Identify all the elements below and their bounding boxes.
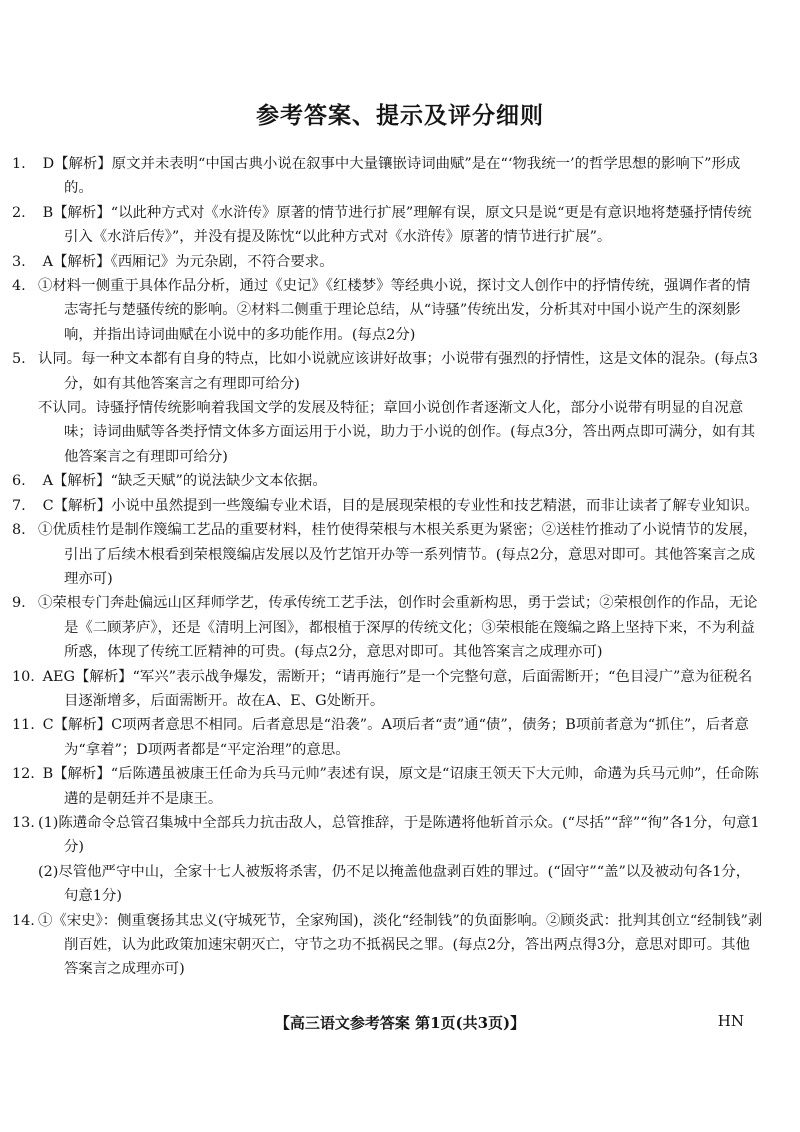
item-text: ①《宋史》：侧重褒扬其忠义(守城死节，全家殉国)，淡化“经制钱”的负面影响。②顾炎武：批判其创立“经制钱”剥削百姓，认为此政策加速宋朝灭亡，守节之功不抵祸民之罪。(每点2分，答出两点得3分，意思对即可。其他答案言之成理亦可)	[38, 912, 763, 978]
answer-item-7: 7. C【解析】小说中虽然提到一些篾编专业术语，目的是展现荣根的专业性和技艺精湛，而非让读者了解专业知识。	[12, 497, 759, 514]
answer-list	[12, 152, 764, 982]
item-text: ①荣根专门奔赴偏远山区拜师学艺，传承传统工艺手法，创作时会重新构思，勇于尝试；②荣根创作的作品，无论是《二顾茅庐》，还是《清明上河图》，都根植于深厚的传统文化；③荣根能在篾编之路上坚持下来，不为利益所惑，体现了传统工匠精神的可贵。(每点2分，意思对即可。其他答案言之成理亦可)	[38, 595, 758, 661]
answer-item-5: 5. 认同。每一种文本都有自身的特点，比如小说就应该讲好故事；小说带有强烈的抒情性，这是文体的混杂。(每点3分，如有其他答案言之有理即可给分)	[12, 351, 758, 392]
item-text: C【解析】C项两者意思不相同。后者意思是“沿袭”。A项后者“责”通“债”，债务；B项前者意为“抓住”，后者意为“拿着”；D项两者都是“平定治理”的意思。	[42, 717, 749, 758]
page-footer	[0, 1012, 800, 1038]
answer-item-10: 10. AEG【解析】“军兴”表示战争爆发，需断开；“请再施行”是一个完整句意，后面需断开；“色目浸广”意为征税名目逐渐增多，后面需断开。故在A、E、G处断开。	[12, 668, 753, 709]
item-text: A【解析】“缺乏天赋”的说法缺少文本依据。	[42, 473, 327, 490]
answer-item-11: 11. C【解析】C项两者意思不相同。后者意思是“沿袭”。A项后者“责”通“债”，债务；B项前者意为“抓住”，后者意为“拿着”；D项两者都是“平定治理”的意思。	[12, 717, 749, 758]
answer-item-14: 14. ①《宋史》：侧重褒扬其忠义(守城死节，全家殉国)，淡化“经制钱”的负面影响。②顾炎武：批判其创立“经制钱”剥削百姓，认为此政策加速宋朝灭亡，守节之功不抵祸民之罪。(每点2分，答出两点得3分，意思对即可。其他答案言之成理亦可)	[12, 912, 763, 978]
item-text: ①优质桂竹是制作篾编工艺品的重要材料，桂竹使得荣根与木根关系更为紧密；②送桂竹推动了小说情节的发展，引出了后续木根看到荣根篾编店发展以及竹艺馆开办等一系列情节。(每点2分，意思对即可。其他答案言之成理亦可)	[38, 522, 758, 587]
item-text: (2)尽管他严守中山，全家十七人被叛将杀害，仍不足以掩盖他盘剥百姓的罪过。(“固守”“盖”以及被动句各1分，句意1分)	[38, 863, 751, 905]
item-text: C【解析】小说中虽然提到一些篾编专业术语，目的是展现荣根的专业性和技艺精湛，而非让读者了解专业知识。	[42, 497, 759, 514]
answer-item-12: 12. B【解析】“后陈遘虽被康王任命为兵马元帅”表述有误，原文是“诏康王领天下大元帅，命遘为兵马元帅”，任命陈遘的是朝廷并不是康王。	[12, 766, 759, 807]
item-text: B【解析】“后陈遘虽被康王任命为兵马元帅”表述有误，原文是“诏康王领天下大元帅，命遘为兵马元帅”，任命陈遘的是朝廷并不是康王。	[42, 766, 759, 807]
answer-item-13: 13. (1)陈遘命令总管召集城中全部兵力抗击敌人，总管推辞，于是陈遘将他斩首示众。(“尽括”“辞”“徇”各1分，句意1分)	[12, 814, 760, 856]
answer-item-8: 8. ①优质桂竹是制作篾编工艺品的重要材料，桂竹使得荣根与木根关系更为紧密；②送桂竹推动了小说情节的发展，引出了后续木根看到荣根篾编店发展以及竹艺馆开办等一系列情节。(每点2分，意思对即可。其他答案言之成理亦可)	[12, 522, 758, 587]
footer-page-label: 【高三语文参考答案 第1页(共3页)】	[274, 1014, 526, 1032]
answer-item-2: 2. B【解析】“以此种方式对《水浒传》原著的情节进行扩展”理解有误，原文只是说“更是有意识地将楚骚抒情传统引入《水浒后传》”，并没有提及陈忱“以此种方式对《水浒传》原著的情节进行扩展”。	[12, 204, 752, 246]
page-title: 参考答案、提示及评分细则	[256, 102, 544, 129]
answer-item-6: 6. A【解析】“缺乏天赋”的说法缺少文本依据。	[12, 473, 327, 490]
item-text: 不认同。诗骚抒情传统影响着我国文学的发展及特征；章回小说创作者逐渐文人化，部分小说带有明显的自况意味；诗词曲赋等各类抒情文体多方面运用于小说，助力于小说的创作。(每点3分，答出两点即可满分，如有其他答案言之有理即可给分)	[38, 400, 756, 465]
answer-item-9: 9. ①荣根专门奔赴偏远山区拜师学艺，传承传统工艺手法，创作时会重新构思，勇于尝试；②荣根创作的作品，无论是《二顾茅庐》，还是《清明上河图》，都根植于深厚的传统文化；③荣根能在篾编之路上坚持下来，不为利益所惑，体现了传统工匠精神的可贵。(每点2分，意思对即可。其他答案言之成理亦可)	[12, 595, 758, 661]
answer-item-13-part2	[38, 860, 764, 909]
answer-item-1: 1. D【解析】原文并未表明“中国古典小说在叙事中大量镶嵌诗词曲赋”是在“‘物我统一’的哲学思想的影响下”形成的。	[12, 156, 741, 197]
footer-region-code: HN	[717, 1012, 744, 1030]
answer-item-4: 4. ①材料一侧重于具体作品分析，通过《史记》《红楼梦》等经典小说，探讨文人创作中的抒情传统，强调作者的情志寄托与楚骚传统的影响。②材料二侧重于理论总结，从“诗骚”传统出发，分析其对中国小说产生的深刻影响，并指出诗词曲赋在小说中的多功能作用。(每点2分)	[12, 278, 751, 343]
item-text: ①材料一侧重于具体作品分析，通过《史记》《红楼梦》等经典小说，探讨文人创作中的抒情传统，强调作者的情志寄托与楚骚传统的影响。②材料二侧重于理论总结，从“诗骚”传统出发，分析其对中国小说产生的深刻影响，并指出诗词曲赋在小说中的多功能作用。(每点2分)	[38, 278, 751, 343]
answer-item-3: 3. A【解析】《西厢记》为元杂剧，不符合要求。	[12, 253, 334, 270]
item-text: AEG【解析】“军兴”表示战争爆发，需断开；“请再施行”是一个完整句意，后面需断开；“色目浸广”意为征税名目逐渐增多，后面需断开。故在A、E、G处断开。	[42, 668, 753, 709]
answer-item-5-alt	[38, 396, 764, 469]
item-text: 认同。每一种文本都有自身的特点，比如小说就应该讲好故事；小说带有强烈的抒情性，这是文体的混杂。(每点3分，如有其他答案言之有理即可给分)	[38, 351, 758, 392]
item-text: B【解析】“以此种方式对《水浒传》原著的情节进行扩展”理解有误，原文只是说“更是有意识地将楚骚抒情传统引入《水浒后传》”，并没有提及陈忱“以此种方式对《水浒传》原著的情节进行扩展”。	[42, 204, 752, 246]
item-text: D【解析】原文并未表明“中国古典小说在叙事中大量镶嵌诗词曲赋”是在“‘物我统一’的哲学思想的影响下”形成的。	[42, 156, 741, 197]
item-text: (1)陈遘命令总管召集城中全部兵力抗击敌人，总管推辞，于是陈遘将他斩首示众。(“尽括”“辞”“徇”各1分，句意1分)	[38, 814, 760, 856]
item-text: A【解析】《西厢记》为元杂剧，不符合要求。	[42, 253, 334, 270]
